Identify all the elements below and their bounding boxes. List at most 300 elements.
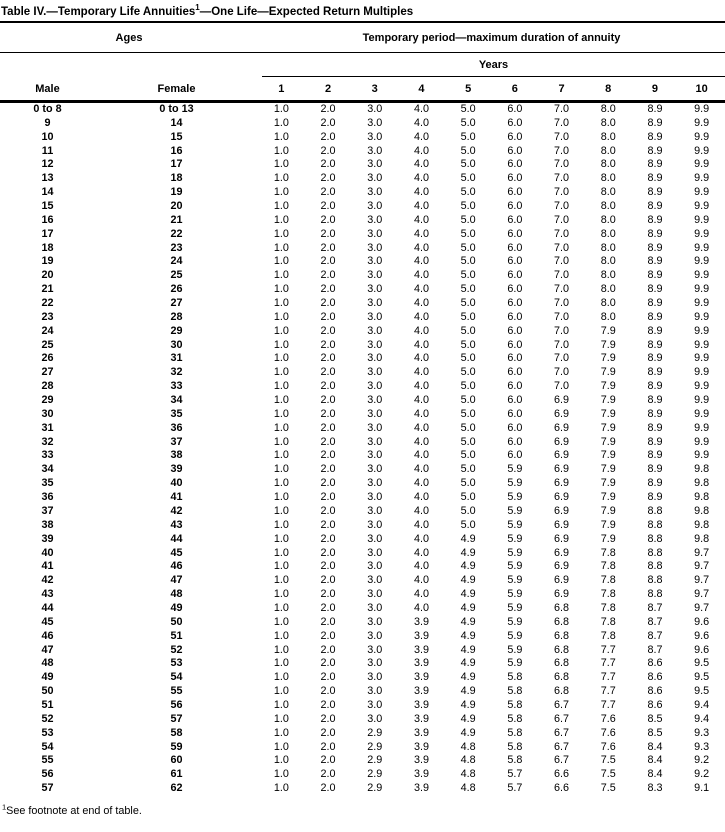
male-age-cell: 41 xyxy=(41,560,54,573)
footnote-marker: 1 xyxy=(2,802,7,812)
value-cell: 7.6 xyxy=(600,726,616,739)
value-cell: 3.0 xyxy=(367,601,383,614)
value-cell: 9.9 xyxy=(694,103,710,115)
value-cell: 5.8 xyxy=(507,671,523,684)
value-cell: 8.9 xyxy=(647,491,663,504)
value-cell: 8.7 xyxy=(647,601,663,614)
value-cell: 2.9 xyxy=(367,726,383,739)
table-row xyxy=(0,560,725,574)
value-cell: 6.7 xyxy=(554,726,570,739)
year-column-header: 4 xyxy=(418,82,425,95)
value-cell: 5.0 xyxy=(460,338,476,351)
year-column-header: 1 xyxy=(278,82,285,95)
table-row xyxy=(0,782,725,796)
value-cell: 2.0 xyxy=(320,601,336,614)
value-cell: 7.0 xyxy=(554,158,570,171)
female-age-cell: 59 xyxy=(170,740,183,753)
value-cell: 3.0 xyxy=(367,394,383,407)
value-cell: 4.0 xyxy=(413,213,429,226)
value-cell: 6.8 xyxy=(554,615,570,628)
value-cell: 2.0 xyxy=(320,574,336,587)
male-age-cell: 24 xyxy=(41,324,54,337)
year-column-header: 7 xyxy=(558,82,565,95)
value-cell: 2.0 xyxy=(320,560,336,573)
value-cell: 7.7 xyxy=(600,643,616,656)
value-cell: 7.0 xyxy=(554,310,570,323)
value-cell: 3.0 xyxy=(367,463,383,476)
value-cell: 8.9 xyxy=(647,241,663,254)
value-cell: 7.9 xyxy=(600,518,616,531)
value-cell: 1.0 xyxy=(273,269,289,282)
value-cell: 6.0 xyxy=(507,421,523,434)
value-cell: 9.7 xyxy=(694,560,710,573)
value-cell: 9.9 xyxy=(694,352,710,365)
value-cell: 9.7 xyxy=(694,588,710,601)
value-cell: 3.0 xyxy=(367,352,383,365)
male-age-cell: 44 xyxy=(41,601,54,614)
female-age-cell: 29 xyxy=(170,324,183,337)
value-cell: 4.0 xyxy=(413,297,429,310)
value-cell: 2.0 xyxy=(320,352,336,365)
table-row xyxy=(0,269,725,283)
value-cell: 8.9 xyxy=(647,144,663,157)
value-cell: 3.0 xyxy=(367,407,383,420)
value-cell: 9.4 xyxy=(694,698,710,711)
value-cell: 3.0 xyxy=(367,227,383,240)
male-age-cell: 56 xyxy=(41,768,54,781)
value-cell: 1.0 xyxy=(273,768,289,781)
value-cell: 9.9 xyxy=(694,172,710,185)
value-cell: 2.0 xyxy=(320,657,336,670)
value-cell: 6.0 xyxy=(507,338,523,351)
female-age-cell: 54 xyxy=(170,671,183,684)
value-cell: 8.0 xyxy=(600,213,616,226)
value-cell: 7.8 xyxy=(600,601,616,614)
value-cell: 7.9 xyxy=(600,394,616,407)
table-row xyxy=(0,297,725,311)
value-cell: 3.9 xyxy=(413,712,429,725)
male-age-cell: 42 xyxy=(41,574,54,587)
value-cell: 8.0 xyxy=(600,200,616,213)
value-cell: 4.0 xyxy=(413,324,429,337)
value-cell: 6.0 xyxy=(507,435,523,448)
value-cell: 5.0 xyxy=(460,144,476,157)
value-cell: 6.0 xyxy=(507,172,523,185)
value-cell: 6.9 xyxy=(554,407,570,420)
value-cell: 9.9 xyxy=(694,310,710,323)
value-cell: 7.0 xyxy=(554,130,570,143)
table-row xyxy=(0,103,725,117)
value-cell: 6.0 xyxy=(507,283,523,296)
male-age-cell: 45 xyxy=(41,615,54,628)
value-cell: 9.9 xyxy=(694,213,710,226)
value-cell: 9.9 xyxy=(694,338,710,351)
value-cell: 4.0 xyxy=(413,200,429,213)
female-age-cell: 47 xyxy=(170,574,183,587)
table-row xyxy=(0,727,725,741)
value-cell: 3.0 xyxy=(367,532,383,545)
value-cell: 3.9 xyxy=(413,754,429,767)
value-cell: 3.0 xyxy=(367,255,383,268)
value-cell: 4.0 xyxy=(413,338,429,351)
value-cell: 4.0 xyxy=(413,310,429,323)
value-cell: 6.0 xyxy=(507,407,523,420)
value-cell: 4.0 xyxy=(413,532,429,545)
table-row xyxy=(0,574,725,588)
value-cell: 7.8 xyxy=(600,560,616,573)
value-cell: 3.0 xyxy=(367,366,383,379)
value-cell: 3.0 xyxy=(367,588,383,601)
table-row xyxy=(0,699,725,713)
table-row xyxy=(0,352,725,366)
female-age-cell: 21 xyxy=(170,213,183,226)
value-cell: 7.8 xyxy=(600,615,616,628)
value-cell: 1.0 xyxy=(273,324,289,337)
value-cell: 3.9 xyxy=(413,768,429,781)
value-cell: 5.0 xyxy=(460,227,476,240)
value-cell: 7.0 xyxy=(554,269,570,282)
value-cell: 5.9 xyxy=(507,615,523,628)
value-cell: 7.0 xyxy=(554,200,570,213)
value-cell: 5.0 xyxy=(460,324,476,337)
value-cell: 6.0 xyxy=(507,297,523,310)
value-cell: 6.0 xyxy=(507,352,523,365)
value-cell: 1.0 xyxy=(273,227,289,240)
table-row xyxy=(0,533,725,547)
value-cell: 2.0 xyxy=(320,768,336,781)
value-cell: 5.0 xyxy=(460,283,476,296)
value-cell: 4.9 xyxy=(460,657,476,670)
value-cell: 1.0 xyxy=(273,726,289,739)
value-cell: 6.0 xyxy=(507,241,523,254)
value-cell: 9.2 xyxy=(694,754,710,767)
value-cell: 5.0 xyxy=(460,421,476,434)
value-cell: 4.0 xyxy=(413,144,429,157)
value-cell: 4.0 xyxy=(413,504,429,517)
table-body xyxy=(0,103,725,796)
value-cell: 7.9 xyxy=(600,435,616,448)
value-cell: 9.9 xyxy=(694,255,710,268)
value-cell: 6.0 xyxy=(507,130,523,143)
value-cell: 1.0 xyxy=(273,103,289,115)
male-age-cell: 51 xyxy=(41,698,54,711)
value-cell: 5.0 xyxy=(460,435,476,448)
value-cell: 2.0 xyxy=(320,200,336,213)
female-age-cell: 36 xyxy=(170,421,183,434)
value-cell: 2.0 xyxy=(320,130,336,143)
value-cell: 5.0 xyxy=(460,380,476,393)
value-cell: 2.0 xyxy=(320,491,336,504)
value-cell: 2.0 xyxy=(320,213,336,226)
value-cell: 2.0 xyxy=(320,532,336,545)
value-cell: 5.0 xyxy=(460,463,476,476)
value-cell: 4.9 xyxy=(460,546,476,559)
value-cell: 7.9 xyxy=(600,380,616,393)
value-cell: 4.9 xyxy=(460,643,476,656)
value-cell: 8.6 xyxy=(647,698,663,711)
value-cell: 9.9 xyxy=(694,380,710,393)
value-cell: 8.0 xyxy=(600,144,616,157)
value-cell: 5.0 xyxy=(460,255,476,268)
table-row xyxy=(0,200,725,214)
value-cell: 5.0 xyxy=(460,172,476,185)
value-cell: 6.0 xyxy=(507,310,523,323)
table-title-text: Table IV.—Temporary Life Annuities xyxy=(1,6,196,18)
value-cell: 8.7 xyxy=(647,643,663,656)
value-cell: 7.7 xyxy=(600,685,616,698)
value-cell: 4.9 xyxy=(460,671,476,684)
value-cell: 9.9 xyxy=(694,421,710,434)
value-cell: 5.9 xyxy=(507,518,523,531)
male-age-cell: 11 xyxy=(41,144,54,157)
years-header-spacer xyxy=(0,53,262,77)
table-row xyxy=(0,505,725,519)
value-cell: 2.0 xyxy=(320,144,336,157)
table-row xyxy=(0,394,725,408)
value-cell: 4.0 xyxy=(413,477,429,490)
value-cell: 4.0 xyxy=(413,518,429,531)
value-cell: 3.0 xyxy=(367,158,383,171)
value-cell: 8.6 xyxy=(647,671,663,684)
value-cell: 5.0 xyxy=(460,269,476,282)
value-cell: 5.9 xyxy=(507,657,523,670)
value-cell: 2.0 xyxy=(320,698,336,711)
value-cell: 2.0 xyxy=(320,685,336,698)
value-cell: 6.0 xyxy=(507,227,523,240)
female-age-cell: 23 xyxy=(170,241,183,254)
value-cell: 3.0 xyxy=(367,213,383,226)
value-cell: 5.9 xyxy=(507,588,523,601)
male-age-cell: 22 xyxy=(41,297,54,310)
value-cell: 3.0 xyxy=(367,200,383,213)
value-cell: 1.0 xyxy=(273,338,289,351)
value-cell: 6.9 xyxy=(554,574,570,587)
value-cell: 5.9 xyxy=(507,560,523,573)
value-cell: 5.0 xyxy=(460,186,476,199)
value-cell: 7.0 xyxy=(554,241,570,254)
value-cell: 1.0 xyxy=(273,657,289,670)
value-cell: 8.9 xyxy=(647,213,663,226)
value-cell: 5.0 xyxy=(460,407,476,420)
value-cell: 7.9 xyxy=(600,532,616,545)
value-cell: 8.9 xyxy=(647,324,663,337)
value-cell: 9.4 xyxy=(694,712,710,725)
value-cell: 5.7 xyxy=(507,768,523,781)
value-cell: 2.0 xyxy=(320,269,336,282)
value-cell: 2.0 xyxy=(320,158,336,171)
value-cell: 7.8 xyxy=(600,588,616,601)
value-cell: 8.9 xyxy=(647,380,663,393)
value-cell: 1.0 xyxy=(273,754,289,767)
value-cell: 9.9 xyxy=(694,186,710,199)
years-subgroup-header: Years xyxy=(262,53,725,77)
value-cell: 8.0 xyxy=(600,310,616,323)
value-cell: 7.8 xyxy=(600,629,616,642)
value-cell: 8.0 xyxy=(600,269,616,282)
value-cell: 9.9 xyxy=(694,449,710,462)
value-cell: 4.9 xyxy=(460,560,476,573)
value-cell: 5.0 xyxy=(460,158,476,171)
value-cell: 9.9 xyxy=(694,283,710,296)
value-cell: 4.0 xyxy=(413,394,429,407)
value-cell: 2.0 xyxy=(320,380,336,393)
value-cell: 8.0 xyxy=(600,130,616,143)
value-cell: 7.0 xyxy=(554,366,570,379)
table-row xyxy=(0,602,725,616)
female-age-cell: 30 xyxy=(170,338,183,351)
value-cell: 3.0 xyxy=(367,435,383,448)
value-cell: 8.9 xyxy=(647,407,663,420)
value-cell: 5.8 xyxy=(507,726,523,739)
female-age-cell: 48 xyxy=(170,588,183,601)
male-age-cell: 10 xyxy=(41,130,54,143)
value-cell: 1.0 xyxy=(273,685,289,698)
value-cell: 5.9 xyxy=(507,601,523,614)
column-header-row xyxy=(0,77,725,100)
value-cell: 8.4 xyxy=(647,740,663,753)
male-age-cell: 57 xyxy=(41,782,54,795)
value-cell: 6.9 xyxy=(554,491,570,504)
female-age-cell: 41 xyxy=(170,491,183,504)
value-cell: 4.0 xyxy=(413,435,429,448)
value-cell: 7.9 xyxy=(600,463,616,476)
value-cell: 3.0 xyxy=(367,283,383,296)
value-cell: 3.0 xyxy=(367,421,383,434)
value-cell: 6.9 xyxy=(554,546,570,559)
header-group-row xyxy=(0,23,725,52)
value-cell: 8.0 xyxy=(600,283,616,296)
value-cell: 1.0 xyxy=(273,560,289,573)
value-cell: 4.0 xyxy=(413,186,429,199)
value-cell: 7.6 xyxy=(600,712,616,725)
value-cell: 1.0 xyxy=(273,504,289,517)
female-age-cell: 52 xyxy=(170,643,183,656)
value-cell: 7.5 xyxy=(600,754,616,767)
value-cell: 3.0 xyxy=(367,643,383,656)
value-cell: 1.0 xyxy=(273,463,289,476)
value-cell: 2.0 xyxy=(320,366,336,379)
male-age-cell: 14 xyxy=(41,186,54,199)
male-age-cell: 19 xyxy=(41,255,54,268)
value-cell: 2.0 xyxy=(320,338,336,351)
years-header-row xyxy=(0,53,725,77)
male-age-cell: 55 xyxy=(41,754,54,767)
value-cell: 7.9 xyxy=(600,449,616,462)
table-row xyxy=(0,380,725,394)
male-age-cell: 50 xyxy=(41,685,54,698)
value-cell: 7.6 xyxy=(600,740,616,753)
value-cell: 9.1 xyxy=(694,782,710,795)
value-cell: 9.9 xyxy=(694,130,710,143)
value-cell: 7.0 xyxy=(554,213,570,226)
male-age-cell: 20 xyxy=(41,269,54,282)
value-cell: 6.0 xyxy=(507,255,523,268)
value-cell: 2.0 xyxy=(320,518,336,531)
value-cell: 8.9 xyxy=(647,186,663,199)
value-cell: 1.0 xyxy=(273,213,289,226)
male-age-cell: 13 xyxy=(41,172,54,185)
value-cell: 2.0 xyxy=(320,324,336,337)
value-cell: 8.0 xyxy=(600,186,616,199)
male-age-cell: 28 xyxy=(41,380,54,393)
male-age-cell: 35 xyxy=(41,477,54,490)
value-cell: 9.5 xyxy=(694,657,710,670)
value-cell: 3.9 xyxy=(413,671,429,684)
female-age-cell: 31 xyxy=(170,352,183,365)
value-cell: 3.0 xyxy=(367,241,383,254)
value-cell: 3.0 xyxy=(367,671,383,684)
value-cell: 2.0 xyxy=(320,712,336,725)
value-cell: 7.0 xyxy=(554,297,570,310)
value-cell: 6.8 xyxy=(554,643,570,656)
value-cell: 3.0 xyxy=(367,269,383,282)
value-cell: 4.0 xyxy=(413,116,429,129)
male-age-cell: 21 xyxy=(41,283,54,296)
female-age-cell: 56 xyxy=(170,698,183,711)
value-cell: 6.0 xyxy=(507,449,523,462)
value-cell: 7.0 xyxy=(554,116,570,129)
value-cell: 4.0 xyxy=(413,158,429,171)
value-cell: 1.0 xyxy=(273,532,289,545)
value-cell: 4.0 xyxy=(413,227,429,240)
value-cell: 1.0 xyxy=(273,144,289,157)
value-cell: 6.8 xyxy=(554,671,570,684)
value-cell: 4.0 xyxy=(413,449,429,462)
value-cell: 3.9 xyxy=(413,615,429,628)
value-cell: 2.0 xyxy=(320,754,336,767)
value-cell: 6.7 xyxy=(554,754,570,767)
value-cell: 4.0 xyxy=(413,601,429,614)
table-row xyxy=(0,449,725,463)
female-age-cell: 35 xyxy=(170,407,183,420)
value-cell: 2.0 xyxy=(320,103,336,115)
female-age-cell: 43 xyxy=(170,518,183,531)
table-row xyxy=(0,547,725,561)
male-age-cell: 37 xyxy=(41,504,54,517)
female-age-cell: 17 xyxy=(170,158,183,171)
value-cell: 7.9 xyxy=(600,421,616,434)
value-cell: 4.0 xyxy=(413,283,429,296)
value-cell: 6.9 xyxy=(554,477,570,490)
value-cell: 1.0 xyxy=(273,130,289,143)
value-cell: 7.0 xyxy=(554,172,570,185)
table-row xyxy=(0,172,725,186)
value-cell: 2.0 xyxy=(320,297,336,310)
female-age-cell: 57 xyxy=(170,712,183,725)
male-age-cell: 30 xyxy=(41,407,54,420)
value-cell: 9.9 xyxy=(694,158,710,171)
value-cell: 7.9 xyxy=(600,504,616,517)
value-cell: 9.5 xyxy=(694,685,710,698)
value-cell: 5.0 xyxy=(460,366,476,379)
male-age-cell: 25 xyxy=(41,338,54,351)
value-cell: 3.9 xyxy=(413,685,429,698)
value-cell: 8.7 xyxy=(647,629,663,642)
value-cell: 8.6 xyxy=(647,685,663,698)
value-cell: 3.0 xyxy=(367,574,383,587)
value-cell: 9.6 xyxy=(694,629,710,642)
value-cell: 1.0 xyxy=(273,255,289,268)
value-cell: 7.9 xyxy=(600,338,616,351)
value-cell: 6.9 xyxy=(554,518,570,531)
table-row xyxy=(0,255,725,269)
value-cell: 1.0 xyxy=(273,394,289,407)
value-cell: 1.0 xyxy=(273,546,289,559)
value-cell: 8.5 xyxy=(647,712,663,725)
value-cell: 8.9 xyxy=(647,477,663,490)
value-cell: 8.0 xyxy=(600,172,616,185)
value-cell: 2.0 xyxy=(320,615,336,628)
